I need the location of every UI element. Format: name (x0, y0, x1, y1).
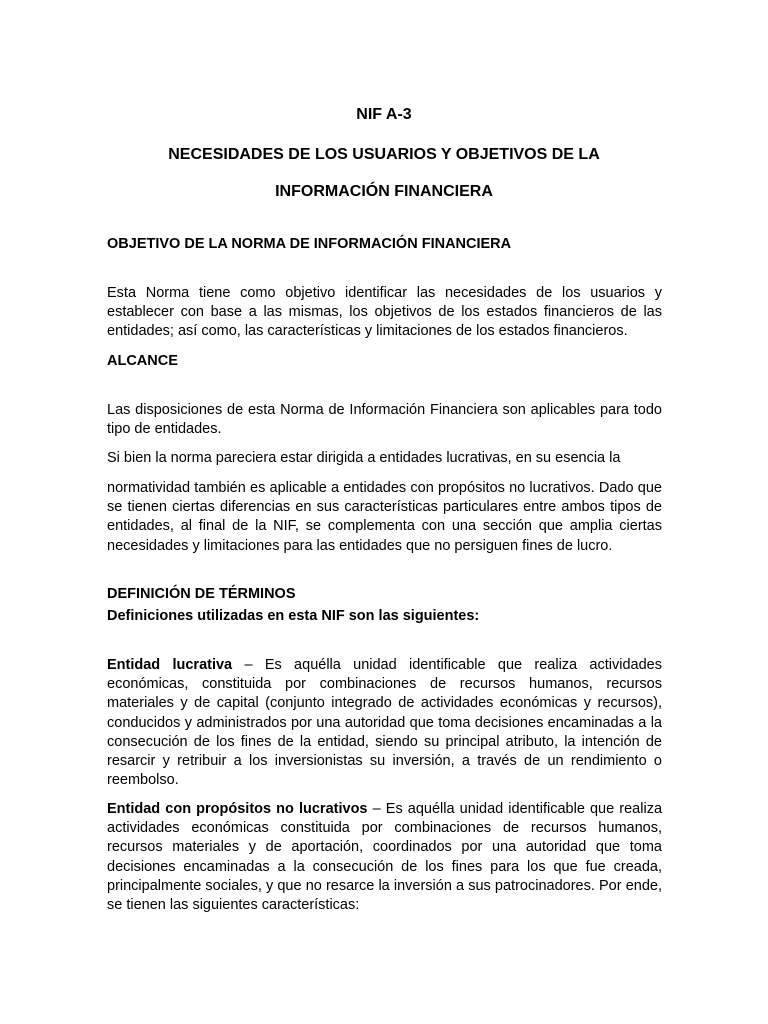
term-nonprofit-entity (107, 800, 662, 915)
objective-paragraph: Esta Norma tiene como objetivo identificar las necesidades de los usuarios y establecer con base a las mismas, los objetivos de los estados financieros de las entidades; así como, las características y limitaciones de los estados financieros. (107, 285, 662, 340)
scope-paragraph-3: normatividad también es aplicable a entidades con propósitos no lucrativos. Dado que se tienen ciertas diferencias en sus características particulares entre ambos tipos de entidades, al final de la NIF, se complementa con una sección que amplia ciertas necesidades y limitaciones para las entidades que no persiguen fines de lucro. (107, 480, 662, 554)
scope-paragraph-2: Si bien la norma pareciera estar dirigida a entidades lucrativas, en su esencia la (107, 450, 621, 466)
term-nonprofit-entity-definition: – Es aquélla unidad identificable que realiza actividades económicas constituida por combinaciones de recursos humanos, recursos materiales y de aportación, coordinados por una autoridad que toma decisiones encaminadas a la consecución de los fines para los que fue creada, principalmente sociales, y que no resarce la inversión a sus patrocinadores. Por ende, se tienen las siguientes características: (107, 801, 663, 914)
term-lucrative-entity-name: Entidad lucrativa (107, 657, 233, 673)
objective-heading: OBJETIVO DE LA NORMA DE INFORMACIÓN FINANCIERA (107, 236, 512, 252)
scope-heading: ALCANCE (107, 353, 178, 369)
term-lucrative-entity-definition: – Es aquélla unidad identificable que realiza actividades económicas, constituida por combinaciones de recursos humanos, recursos materiales y de capital (conjunto integrado de actividades económicas y recursos), conducidos y administrados por una autoridad que toma decisiones encaminadas a la consecución de los fines de la entidad, siendo su principal atributo, la intención de resarcir y retribuir a los inversionistas su inversión, a través de un rendimiento o reembolso. (107, 657, 662, 789)
document-title: NIF A-3 (356, 106, 412, 123)
definitions-subheading: Definiciones utilizadas en esta NIF son las siguientes: (107, 608, 480, 624)
scope-paragraph-1: Las disposiciones de esta Norma de Información Financiera son aplicables para todo tipo de entidades. (107, 402, 662, 438)
definitions-heading: DEFINICIÓN DE TÉRMINOS (107, 586, 296, 602)
document-subtitle-line-2: INFORMACIÓN FINANCIERA (275, 183, 493, 200)
term-nonprofit-entity-name: Entidad con propósitos no lucrativos (107, 801, 368, 817)
term-lucrative-entity (107, 656, 662, 790)
document-subtitle-line-1: NECESIDADES DE LOS USUARIOS Y OBJETIVOS DE LA (168, 146, 600, 163)
